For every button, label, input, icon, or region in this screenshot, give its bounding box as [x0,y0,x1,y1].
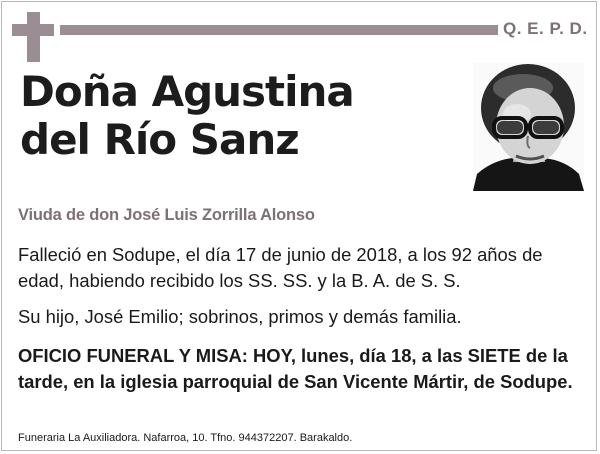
deceased-name-line1: Doña Agustina [20,67,354,116]
header-rule [60,25,498,35]
deceased-name-line2: del Río Sanz [20,115,299,164]
portrait-icon [473,62,584,191]
cross-vertical-bar [27,12,40,62]
funeral-service-details: OFICIO FUNERAL Y MISA: HOY, lunes, día 18, a las SIETE de la tarde, en la iglesia parroquial de San Vicente Mártir, de Sodupe. [18,345,573,392]
qepd-label: Q. E. P. D. [503,19,588,38]
death-announcement: Falleció en Sodupe, el día 17 de junio de 2018, a los 92 años de edad, habiendo recibido los SS. SS. y la B. A. de S. S. [18,244,543,291]
funeral-home-footer: Funeraria La Auxiliadora. Nafarroa, 10. Tfno. 944372207. Barakaldo. [18,432,353,444]
deceased-name [20,68,440,164]
obituary-card [1,1,597,451]
portrait-photo [473,62,584,191]
widow-of-subtitle: Viuda de don José Luis Zorrilla Alonso [18,206,315,224]
family-mourners: Su hijo, José Emilio; sobrinos, primos y demás familia. [18,306,462,327]
cross-horizontal-bar [12,24,54,36]
